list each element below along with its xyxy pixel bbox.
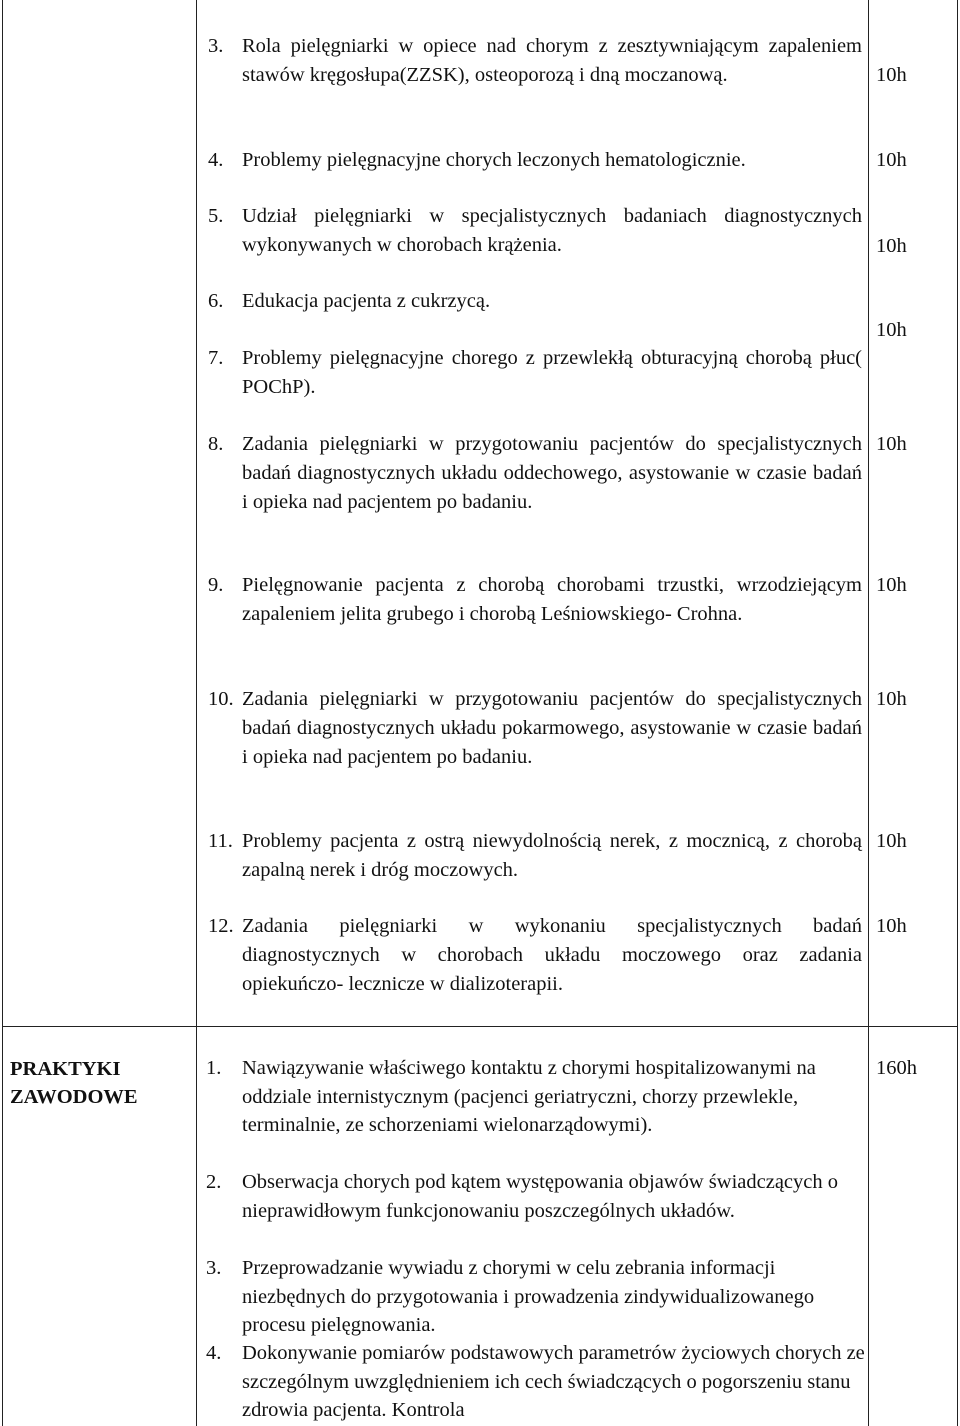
- practice-item-1: [206, 1054, 866, 1140]
- column-divider-1: [196, 0, 197, 1426]
- hours-12: 10h: [876, 915, 907, 937]
- item-text: Zadania pielęgniarki w wykonaniu specjalistycznych badań diagnostycznych w chorobach układu moczowego oraz zadania opiekuńczo- lecznicze w dializoterapii.: [242, 915, 862, 995]
- item-number: 11.: [208, 830, 233, 852]
- lecture-item-9: [208, 571, 862, 629]
- hours-9: 10h: [876, 574, 907, 596]
- lecture-item-3: [208, 32, 862, 90]
- lecture-item-5: [208, 202, 862, 260]
- lecture-item-4: [208, 146, 862, 175]
- column-divider-2: [868, 0, 869, 1426]
- hours-8: 10h: [876, 433, 907, 455]
- hours-practice: 160h: [876, 1057, 917, 1079]
- item-text: Przeprowadzanie wywiadu z chorymi w celu zebrania informacji niezbędnych do przygotowania i prowadzenia zindywidualizowanego procesu pielęgnowania.: [242, 1257, 815, 1336]
- practice-item-2: [206, 1168, 866, 1225]
- lecture-item-12: [208, 912, 862, 999]
- hours-10: 10h: [876, 688, 907, 710]
- item-text: Problemy pielęgnacyjne chorego z przewlekłą obturacyjną chorobą płuc( POChP).: [242, 347, 862, 398]
- hours-4: 10h: [876, 149, 907, 171]
- hours-11: 10h: [876, 830, 907, 852]
- lecture-item-8: [208, 430, 862, 517]
- lecture-item-6: [208, 287, 862, 316]
- practice-item-4: [206, 1339, 866, 1425]
- item-text: Edukacja pacjenta z cukrzycą.: [242, 290, 491, 312]
- item-text: Nawiązywanie właściwego kontaktu z chorymi hospitalizowanymi na oddziale internistycznym (pacjenci geriatryczni, chorzy przewlekle, terminalnie, ze schorzeniami wielonarządowymi).: [242, 1057, 816, 1136]
- item-number: 3.: [208, 35, 224, 57]
- hours-3: 10h: [876, 64, 907, 86]
- hours-5: 10h: [876, 235, 907, 257]
- item-number: 4.: [208, 149, 224, 171]
- item-number: 5.: [208, 205, 224, 227]
- item-text: Problemy pielęgnacyjne chorych leczonych hematologicznie.: [242, 149, 746, 171]
- item-number: 7.: [208, 347, 224, 369]
- item-text: Rola pielęgniarki w opiece nad chorym z zesztywniającym zapaleniem stawów kręgosłupa(ZZSK), osteoporozą i dną moczanową.: [242, 35, 862, 86]
- lecture-item-7: [208, 344, 862, 402]
- item-number: 12.: [208, 915, 234, 937]
- lecture-item-10: [208, 685, 862, 772]
- practice-item-3: [206, 1254, 866, 1340]
- item-text: Dokonywanie pomiarów podstawowych parametrów życiowych chorych ze szczególnym uwzględnieniem ich cech świadczących o pogorszeniu stanu zdrowia pacjenta. Kontrola: [242, 1342, 865, 1421]
- item-number: 2.: [206, 1171, 222, 1193]
- item-number: 3.: [206, 1257, 222, 1279]
- hours-6-7: 10h: [876, 319, 907, 341]
- section-label-line1: PRAKTYKI: [10, 1058, 121, 1080]
- row-divider: [2, 1026, 958, 1027]
- table-left-border: [2, 0, 3, 1426]
- section-label-line2: ZAWODOWE: [10, 1086, 138, 1108]
- item-text: Pielęgnowanie pacjenta z chorobą chorobami trzustki, wrzodziejącym zapaleniem jelita grubego i chorobą Leśniowskiego- Crohna.: [242, 574, 862, 625]
- item-number: 6.: [208, 290, 224, 312]
- lecture-item-11: [208, 827, 862, 885]
- item-number: 4.: [206, 1342, 222, 1364]
- item-text: Udział pielęgniarki w specjalistycznych badaniach diagnostycznych wykonywanych w chorobach krążenia.: [242, 205, 862, 256]
- item-number: 8.: [208, 433, 224, 455]
- table-right-border: [957, 0, 958, 1426]
- section-label-praktyki: [10, 1055, 180, 1111]
- item-text: Obserwacja chorych pod kątem występowania objawów świadczących o nieprawidłowym funkcjonowaniu poszczególnych układów.: [242, 1171, 838, 1222]
- item-text: Problemy pacjenta z ostrą niewydolnością nerek, z mocznicą, z chorobą zapalną nerek i dróg moczowych.: [242, 830, 862, 881]
- item-number: 1.: [206, 1057, 222, 1079]
- item-number: 9.: [208, 574, 224, 596]
- item-text: Zadania pielęgniarki w przygotowaniu pacjentów do specjalistycznych badań diagnostycznych układu pokarmowego, asystowanie w czasie badań i opieka nad pacjentem po badaniu.: [242, 688, 862, 768]
- item-text: Zadania pielęgniarki w przygotowaniu pacjentów do specjalistycznych badań diagnostycznych układu oddechowego, asystowanie w czasie badań i opieka nad pacjentem po badaniu.: [242, 433, 862, 513]
- item-number: 10.: [208, 688, 234, 710]
